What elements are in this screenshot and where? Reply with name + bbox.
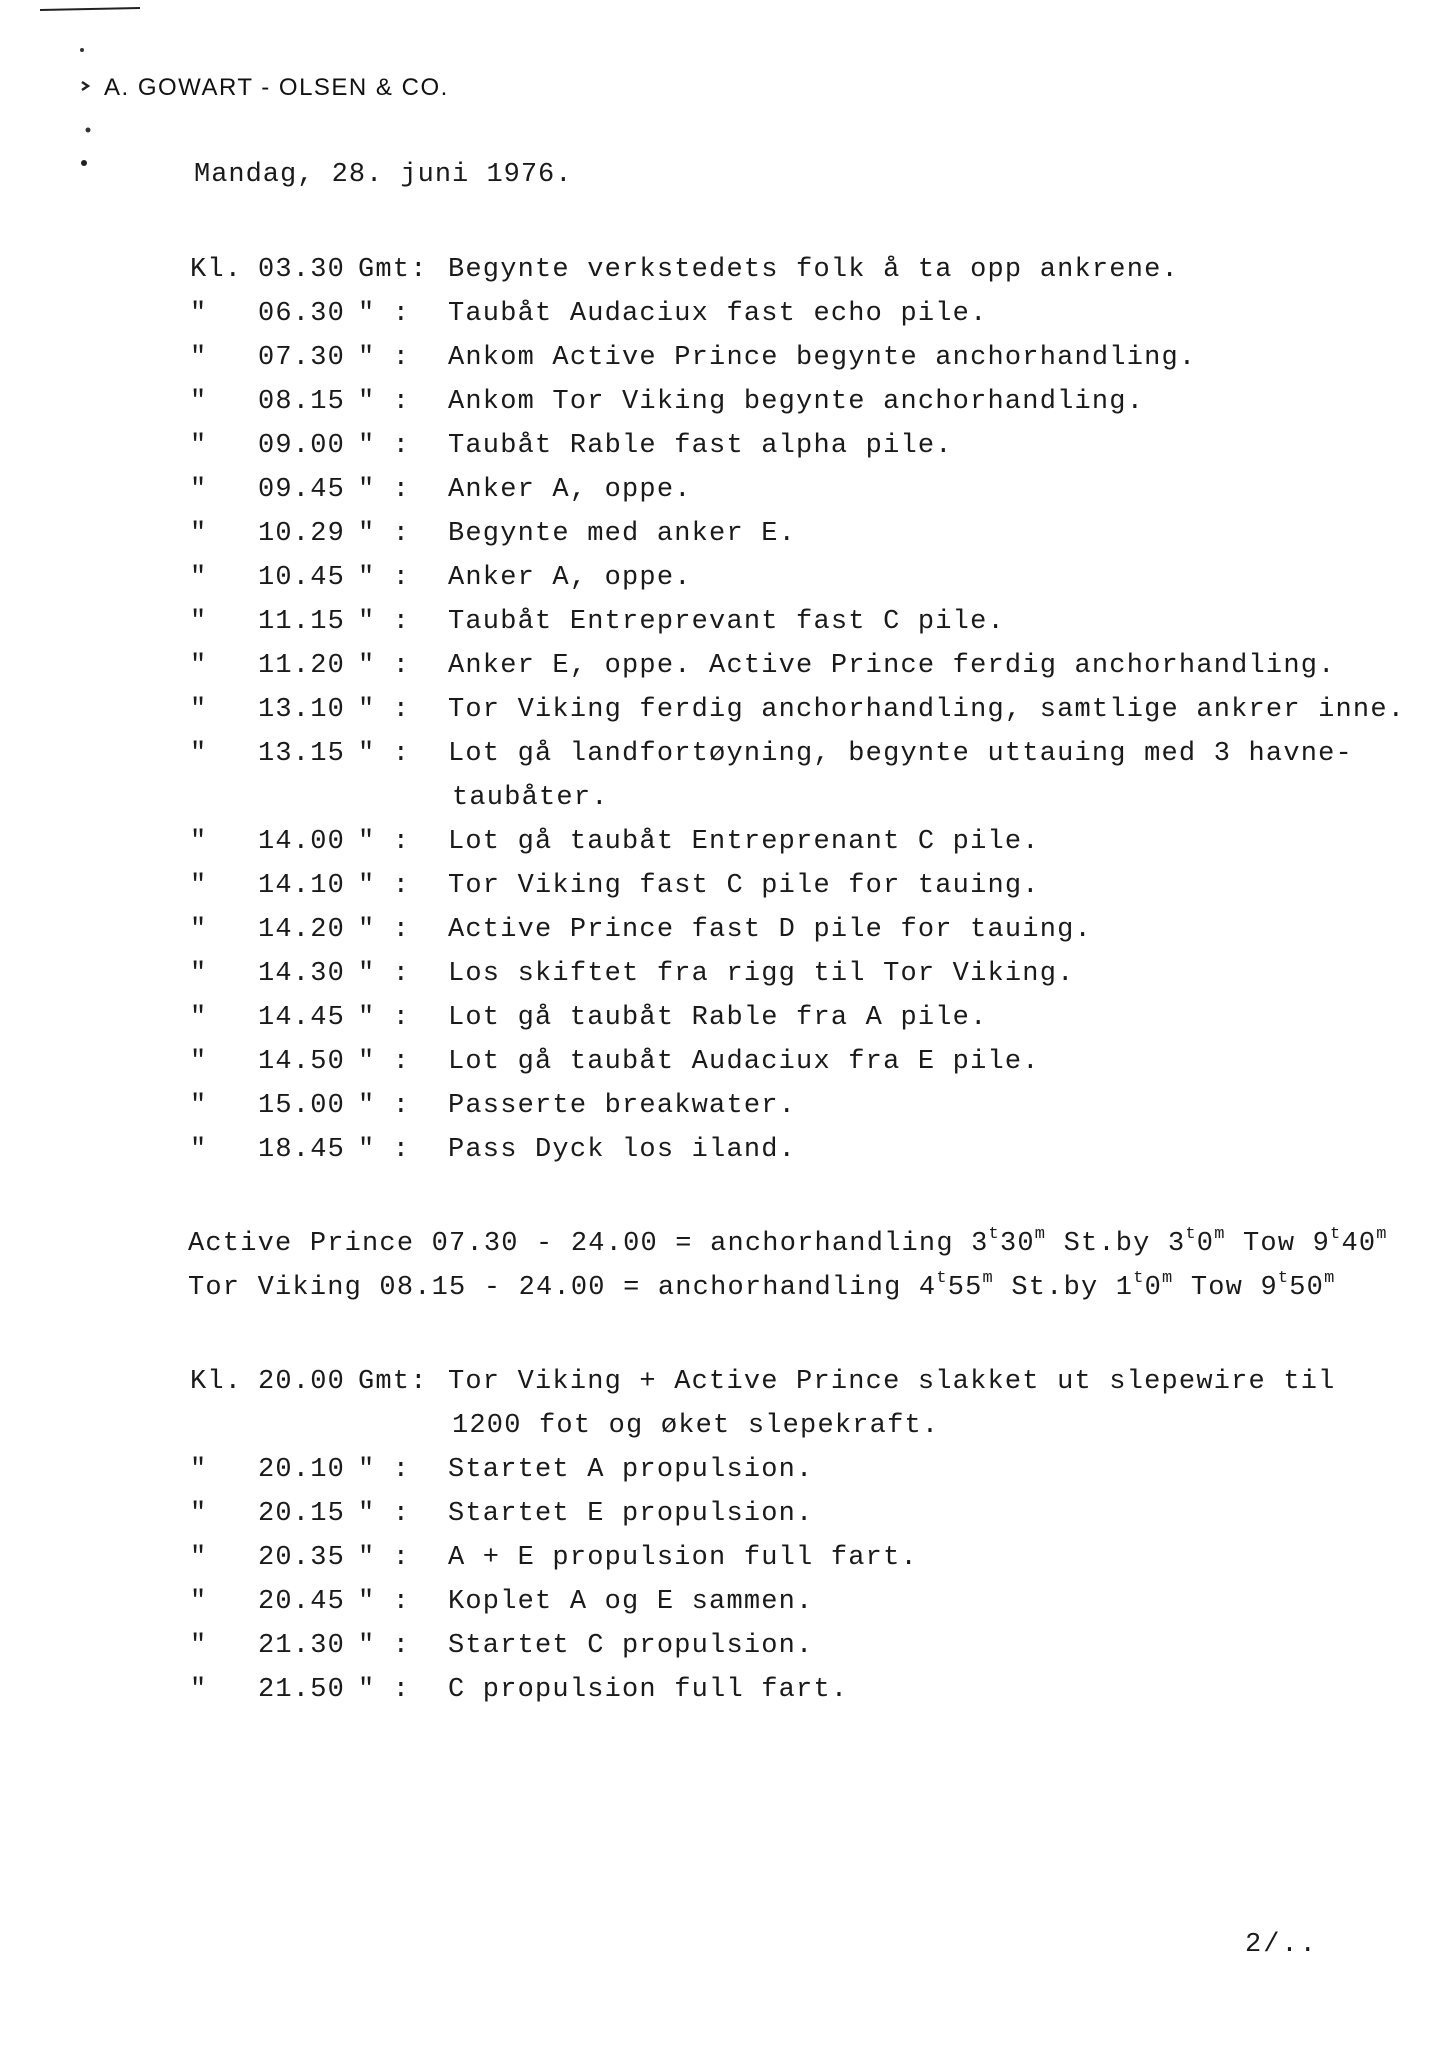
log-entry: [190, 1040, 1430, 1084]
entry-time: 09.00: [258, 431, 346, 461]
entry-time: 11.20: [258, 651, 346, 681]
totals-active-prince: [188, 1222, 1388, 1266]
entry-time: 07.30: [258, 343, 346, 373]
log-entry: [190, 864, 1430, 908]
entry-text: Lot gå taubåt Entreprenant C pile.: [448, 827, 1040, 857]
log-entry: [190, 380, 1430, 424]
ditto-mark: ": [190, 1499, 208, 1529]
entry-time: 13.10: [258, 695, 346, 725]
ditto-mark: ": [190, 1135, 208, 1165]
entry-unit: " :: [358, 1543, 411, 1573]
entry-unit: " :: [358, 1135, 411, 1165]
log-entry: [190, 908, 1430, 952]
entry-text: Ankom Tor Viking begynte anchorhandling.: [448, 387, 1145, 417]
entry-unit: " :: [358, 343, 411, 373]
tow-duration: 9$^t$40$^m$: [1312, 1225, 1388, 1259]
entry-time: 15.00: [258, 1091, 346, 1121]
entry-time: 06.30: [258, 299, 346, 329]
log-entry: [190, 820, 1430, 864]
entry-text: Tor Viking ferdig anchorhandling, samtlige ankrer inne.: [448, 695, 1406, 725]
log-entry: [190, 468, 1430, 512]
entry-time: 14.45: [258, 1003, 346, 1033]
ditto-mark: ": [190, 1091, 208, 1121]
entry-unit: " :: [358, 607, 411, 637]
standby-label: St.by: [1063, 1229, 1151, 1259]
ditto-mark: ": [190, 871, 208, 901]
entry-text: Koplet A og E sammen.: [448, 1587, 814, 1617]
entry-text: Los skiftet fra rigg til Tor Viking.: [448, 959, 1075, 989]
entry-unit: " :: [358, 563, 411, 593]
entry-time: 14.00: [258, 827, 346, 857]
entry-text: Ankom Active Prince begynte anchorhandling.: [448, 343, 1197, 373]
entry-unit: " :: [358, 695, 411, 725]
ditto-mark: ": [190, 1675, 208, 1705]
entry-time: 10.45: [258, 563, 346, 593]
entry-text: Passerte breakwater.: [448, 1091, 797, 1121]
entry-unit: " :: [358, 519, 411, 549]
letterhead: A. GOWART - OLSEN & CO.: [104, 74, 449, 101]
entry-text: Anker E, oppe. Active Prince ferdig anchorhandling.: [448, 651, 1336, 681]
entry-unit: " :: [358, 915, 411, 945]
log-entry: [190, 1128, 1430, 1172]
entry-text: Taubåt Audaciux fast echo pile.: [448, 299, 988, 329]
entry-text: Lot gå taubåt Rable fra A pile.: [448, 1003, 988, 1033]
entry-time: 21.50: [258, 1675, 346, 1705]
log-section-2: [190, 1360, 1430, 1712]
entry-text: Anker A, oppe.: [448, 563, 692, 593]
standby-duration: 1$^t$0$^m$: [1115, 1269, 1174, 1303]
entry-continuation: 1200 fot og øket slepekraft.: [452, 1411, 940, 1441]
entry-unit: " :: [358, 299, 411, 329]
log-entry: [190, 512, 1430, 556]
anchorhandling-duration: 3$^t$30$^m$: [971, 1225, 1047, 1259]
ditto-mark: ": [190, 607, 208, 637]
entry-time: 14.20: [258, 915, 346, 945]
entry-time: 21.30: [258, 1631, 346, 1661]
ditto-mark: ": [190, 1631, 208, 1661]
entry-unit: " :: [358, 871, 411, 901]
ditto-mark: ": [190, 343, 208, 373]
entry-unit: " :: [358, 739, 411, 769]
ditto-mark: ": [190, 475, 208, 505]
entry-time: 10.29: [258, 519, 346, 549]
ditto-mark: Kl.: [190, 1367, 243, 1397]
entry-text: Startet A propulsion.: [448, 1455, 814, 1485]
entry-unit: " :: [358, 651, 411, 681]
entry-text: Taubåt Rable fast alpha pile.: [448, 431, 953, 461]
standby-label: St.by: [1011, 1273, 1099, 1303]
document-date: Mandag, 28. juni 1976.: [194, 160, 573, 190]
entry-continuation: taubåter.: [452, 783, 609, 813]
log-entry: [190, 1580, 1430, 1624]
log-entry: [190, 1084, 1430, 1128]
ditto-mark: ": [190, 959, 208, 989]
entry-unit: " :: [358, 1675, 411, 1705]
ditto-mark: ": [190, 827, 208, 857]
entry-time: 08.15: [258, 387, 346, 417]
anchorhandling-duration: 4$^t$55$^m$: [918, 1269, 994, 1303]
entry-unit: " :: [358, 1631, 411, 1661]
ditto-mark: ": [190, 695, 208, 725]
ditto-mark: ": [190, 915, 208, 945]
entry-time: 20.15: [258, 1499, 346, 1529]
entry-unit: " :: [358, 1587, 411, 1617]
ditto-mark: ": [190, 739, 208, 769]
entry-text: A + E propulsion full fart.: [448, 1543, 918, 1573]
ditto-mark: ": [190, 1543, 208, 1573]
log-entry: [190, 1624, 1430, 1668]
entry-text: Begynte verkstedets folk å ta opp ankrene.: [448, 255, 1179, 285]
log-entry: [190, 1668, 1430, 1712]
totals-tor-viking: [188, 1266, 1388, 1310]
totals-label: Active Prince 07.30 - 24.00 = anchorhandling: [188, 1229, 954, 1259]
entry-text: Startet E propulsion.: [448, 1499, 814, 1529]
entry-unit: " :: [358, 827, 411, 857]
entry-text: Active Prince fast D pile for tauing.: [448, 915, 1092, 945]
ditto-mark: ": [190, 299, 208, 329]
entry-text: Pass Dyck los iland.: [448, 1135, 797, 1165]
log-entry: [190, 996, 1430, 1040]
entry-unit: " :: [358, 1091, 411, 1121]
entry-unit: Gmt:: [358, 255, 428, 285]
log-entry: [190, 644, 1430, 688]
ditto-mark: ": [190, 563, 208, 593]
entry-text: Lot gå landfortøyning, begynte uttauing med 3 havne-: [448, 739, 1353, 769]
log-entry: [190, 1492, 1430, 1536]
ditto-mark: ": [190, 387, 208, 417]
log-entry: [190, 556, 1430, 600]
entry-text: Startet C propulsion.: [448, 1631, 814, 1661]
entry-unit: " :: [358, 1499, 411, 1529]
ditto-mark: Kl.: [190, 255, 243, 285]
entry-text: Begynte med anker E.: [448, 519, 797, 549]
log-entry: [190, 1360, 1430, 1404]
log-entry: [190, 952, 1430, 996]
entry-time: 20.35: [258, 1543, 346, 1573]
log-entry: [190, 600, 1430, 644]
entry-text: Tor Viking fast C pile for tauing.: [448, 871, 1040, 901]
log-entry: [190, 1536, 1430, 1580]
log-entry: [190, 292, 1430, 336]
entry-unit: " :: [358, 431, 411, 461]
entry-time: 14.10: [258, 871, 346, 901]
ditto-mark: ": [190, 1047, 208, 1077]
entry-text: Anker A, oppe.: [448, 475, 692, 505]
totals-section: [188, 1222, 1388, 1310]
entry-text: C propulsion full fart.: [448, 1675, 849, 1705]
tow-label: Tow: [1190, 1273, 1244, 1303]
ditto-mark: ": [190, 519, 208, 549]
log-entry: [190, 1448, 1430, 1492]
tow-label: Tow: [1243, 1229, 1296, 1259]
entry-text: Lot gå taubåt Audaciux fra E pile.: [448, 1047, 1040, 1077]
entry-unit: " :: [358, 1003, 411, 1033]
ditto-mark: ": [190, 431, 208, 461]
page-number: 2/..: [1245, 1930, 1318, 1960]
log-entry: [190, 336, 1430, 380]
entry-time: 14.30: [258, 959, 346, 989]
log-entry: [190, 248, 1430, 292]
entry-unit: Gmt:: [358, 1367, 428, 1397]
ditto-mark: ": [190, 1455, 208, 1485]
entry-time: 20.45: [258, 1587, 346, 1617]
ditto-mark: ": [190, 1587, 208, 1617]
ditto-mark: ": [190, 651, 208, 681]
entry-time: 20.00: [258, 1367, 346, 1397]
totals-label: Tor Viking 08.15 - 24.00 = anchorhandling: [188, 1273, 902, 1303]
entry-time: 13.15: [258, 739, 346, 769]
entry-unit: " :: [358, 959, 411, 989]
log-section-1: [190, 248, 1430, 1172]
log-entry: [190, 688, 1430, 732]
ditto-mark: ": [190, 1003, 208, 1033]
entry-unit: " :: [358, 475, 411, 505]
standby-duration: 3$^t$0$^m$: [1167, 1225, 1226, 1259]
entry-text: Taubåt Entreprevant fast C pile.: [448, 607, 1005, 637]
entry-time: 09.45: [258, 475, 346, 505]
entry-time: 18.45: [258, 1135, 346, 1165]
entry-time: 03.30: [258, 255, 346, 285]
log-entry: [190, 732, 1430, 776]
entry-text: Tor Viking + Active Prince slakket ut slepewire til: [448, 1367, 1336, 1397]
log-entry: [190, 424, 1430, 468]
entry-time: 14.50: [258, 1047, 346, 1077]
entry-unit: " :: [358, 1455, 411, 1485]
entry-time: 11.15: [258, 607, 346, 637]
entry-unit: " :: [358, 1047, 411, 1077]
entry-time: 20.10: [258, 1455, 346, 1485]
entry-unit: " :: [358, 387, 411, 417]
tow-duration: 9$^t$50$^m$: [1260, 1269, 1336, 1303]
